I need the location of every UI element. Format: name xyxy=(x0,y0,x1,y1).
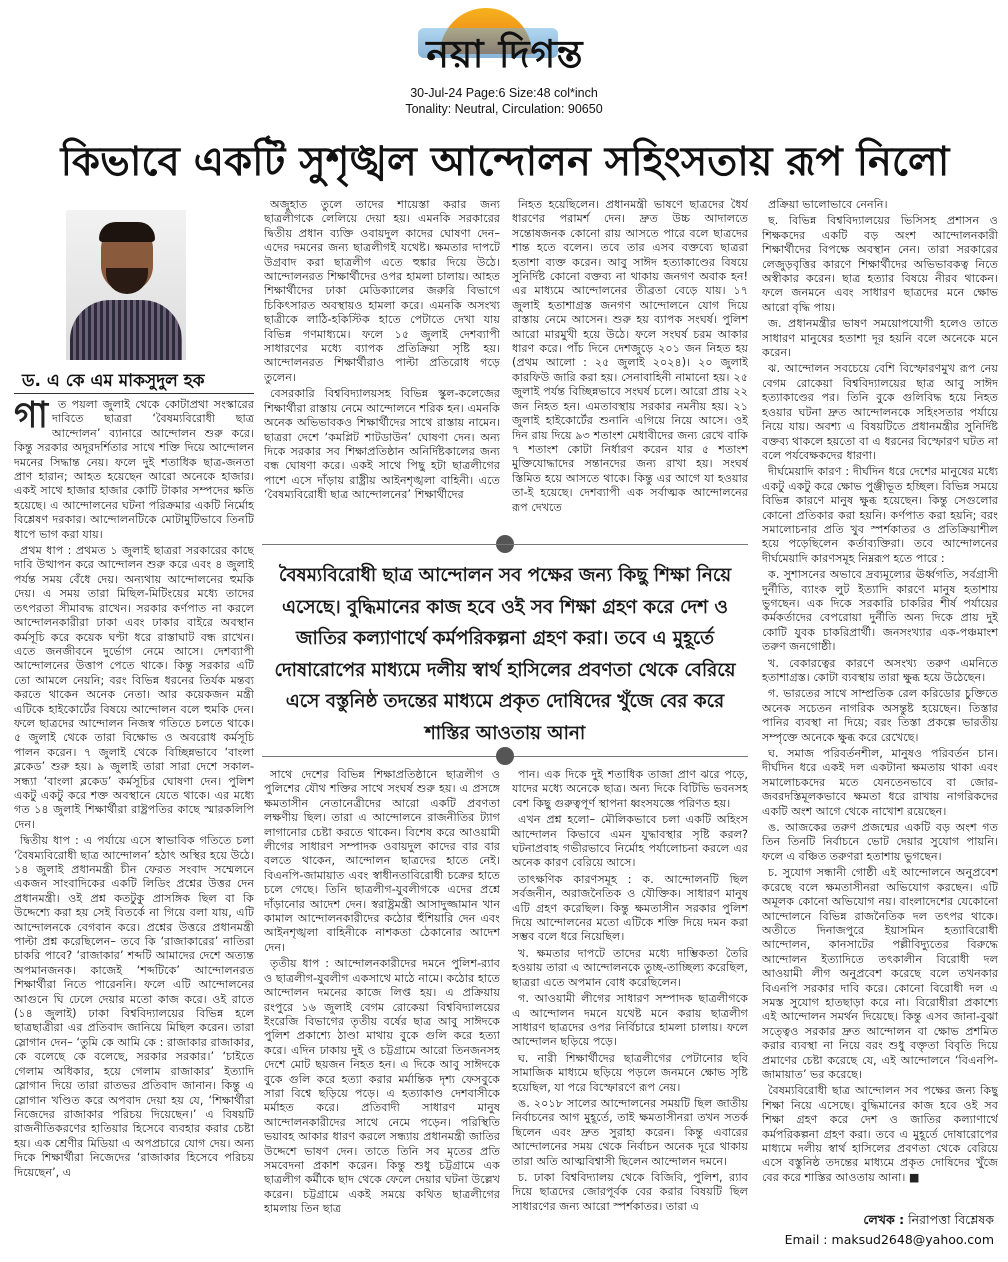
article-column-4 xyxy=(762,198,998,1204)
paragraph: এখন প্রশ্ন হলো– মৌলিকভাবে চলা একটি অহিংস আন্দোলন কিভাবে এমন যুদ্ধাবস্থার সৃষ্টি করল? ঘটনাপ্রবাহ গভীরভাবে নির্মোহ পর্যালোচনা করলে এর অনেক কারণ বেরিয়ে আসে। xyxy=(512,813,748,870)
paragraph: খ. বেকারত্বের কারণে অসংখ্য তরুণ এমনিতে হতাশাগ্রস্ত। কোটা ব্যবস্থায় তারা ক্ষুব্ধ হয়ে উঠেছেন। xyxy=(762,656,998,684)
paragraph: দীর্ঘমেয়াদি কারণ : দীর্ঘদিন ধরে দেশের মানুষের মধ্যে একটু একটু করে ক্ষোভ পুঞ্জীভূত হচ্ছিল। বিভিন্ন সময়ে বিভিন্ন কারণে মানুষ ক্ষুব্ধ হয়েছেন। কিন্তু সেগুলোর কোনো প্রতিকার করা হয়নি। কর্ণপাত করা হয়নি; বরং সমালোচনার প্রতি খুব স্পর্শকাতর ও প্রতিক্রিয়াশীল হয়ে পড়েছিলেন কর্তাব্যক্তিরা। তবে আন্দোলনের দীর্ঘমেয়াদি কারণসমূহ নিম্নরূপ হতে পারে : xyxy=(762,465,998,565)
paragraph: বৈষম্যবিরোধী ছাত্র আন্দোলন সব পক্ষের জন্য কিছু শিক্ষা নিয়ে এসেছে। বুদ্ধিমানের কাজ হবে ওই সব শিক্ষা গ্রহণ করে দেশ ও জাতির কল্যাণার্থে কর্মপরিকল্পনা গ্রহণ করা। তবে এ মুহূর্তে দোষারোপের মাধ্যমে দলীয় স্বার্থ হাসিলের প্রবণতা থেকে বেরিয়ে এসে বস্তুনিষ্ঠ তদন্তের মাধ্যমে প্রকৃত দোষিদের খুঁজে বের করে শাস্তির আওতায় আনা। ■ xyxy=(762,1084,998,1184)
byline-label: লেখক : xyxy=(863,1212,905,1227)
paragraph: ঝ. আন্দোলন সবচেয়ে বেশি বিস্ফোরণমুখ রূপ নেয় বেগম রোকেয়া বিশ্ববিদ্যালয়ের ছাত্র আবু সাঈদ হত্যাকাণ্ডের পর। তিনি বুকে গুলিবিদ্ধ হয়ে নিহত হওয়ার ঘটনা দ্রুত আন্দোলনকে সহিংসতার পর্যায়ে নিয়ে যায়। অবশ্য এ বিষয়টিতে প্রধানমন্ত্রীর সুনির্দিষ্ট বক্তব্য থাকলে হয়তো বা এ ধরনের বিস্ফোরণ ঘটত না বলে পর্যবেক্ষকদের ধারণা। xyxy=(762,362,998,462)
paragraph: বেসরকারি বিশ্ববিদ্যালয়সহ বিভিন্ন স্কুল-কলেজের শিক্ষার্থীরা রাস্তায় নেমে আন্দোলনে শরিক হন। এমনকি অনেক অভিভাবকও শিক্ষার্থীদের সাথে রাস্তায় নামেন। ছাত্ররা দেশে ‘কমপ্লিট শাটডাউন’ ঘোষণা দেন। অন্য দিকে সরকার সব শিক্ষাপ্রতিষ্ঠান অনির্দিষ্টকালের জন্য বন্ধ ঘোষণা করে। একই সাথে পিছু হটা ছাত্রলীগের পাশে এসে দাঁড়ায় রাষ্ট্রীয় আইনশৃঙ্খলা বাহিনী। এতে ‘বৈষম্যবিরোধী ছাত্র আন্দোলনের’ শিক্ষার্থীদের xyxy=(264,387,500,502)
article-headline: কিভাবে একটি সুশৃঙ্খল আন্দোলন সহিংসতায় রূপ নিলো xyxy=(60,138,950,185)
article-column-3-top xyxy=(512,198,748,536)
clip-meta-line2: Tonality: Neutral, Circulation: 90650 xyxy=(405,102,603,116)
paragraph: নিহত হয়েছিলেন। প্রধানমন্ত্রী ভাষণে ছাত্রদের ধৈর্য ধারণের পরামর্শ দেন। দ্রুত উচ্চ আদালতে সন্তোষজনক কোনো রায় আসতে পারে বলে ছাত্রদের শান্ত হতে বলেন। তবে তার এসব বক্তব্যে ছাত্ররা হতাশা ব্যক্ত করেন। আবু সাঈদ হত্যাকাণ্ডের বিষয়ে সুনির্দিষ্ট কোনো বক্তব্য না থাকায় জনগণ অবাক হন! এর মাধ্যমে আন্দোলনের তীব্রতা বেড়ে যায়। ১৭ জুলাই হতাশাগ্রস্ত জনগণ আন্দোলনে যোগ দিয়ে রাস্তায় নেমে আসেন। শুরু হয় ব্যাপক সংঘর্ষ। পুলিশ আরো মারমুখী হয়ে উঠে। ফলে সংঘর্ষ চরম আকার ধারণ করে। পাঁচ দিনে দেশজুড়ে ২০১ জন নিহত হয় (প্রথম আলো : ২৫ জুলাই ২০২৪)। ২০ জুলাই কারফিউ জারি করা হয়। সেনাবাহিনী নামানো হয়। ২৫ জুলাই পর্যন্ত বিচ্ছিন্নভাবে সংঘর্ষ চলে। আরো প্রায় ২২ জন নিহত হন। এমতাবস্থায় সরকার নমনীয় হয়। ২১ জুলাই হাইকোর্টের শুনানি এগিয়ে নিয়ে আসে। ওই দিন রায় দিয়ে ৯৩ শতাংশ মেধাবীদের জন্য রেখে বাকি ৭ শতাংশ কোটা নির্ধারণ করেন যার ৫ শতাংশ মুক্তিযোদ্ধাদের সন্তানদের জন্য রাখা হয়। সংঘর্ষ স্তিমিত হয়ে আসতে থাকে। কিন্তু এর আগে যা হওয়ার তা-ই হয়েছে। দেশব্যাপী এক সর্বাত্মক আন্দোলনের রূপ দেখতে xyxy=(512,198,748,514)
pull-quote: বৈষম্যবিরোধী ছাত্র আন্দোলন সব পক্ষের জন্য কিছু শিক্ষা নিয়ে এসেছে। বুদ্ধিমানের কাজ হবে ওই সব শিক্ষা গ্রহণ করে দেশ ও জাতির কল্যাণার্থে কর্মপরিকল্পনা গ্রহণ করা। তবে এ মুহূর্তে দোষারোপের মাধ্যমে দলীয় স্বার্থ হাসিলের প্রবণতা থেকে বেরিয়ে এসে বস্তুনিষ্ঠ তদন্তের মাধ্যমে প্রকৃত দোষিদের খুঁজে বের করে শাস্তির আওতায় আনা xyxy=(274,565,736,744)
paragraph: ত পয়লা জুলাই থেকে কোটাপ্রথা সংস্কারের দাবিতে ছাত্ররা ‘বৈষম্যবিরোধী ছাত্র আন্দোলন’ ব্যানারে আন্দোলন শুরু করে। কিন্তু সরকার অদূরদর্শিতার সাথে শক্তি দিয়ে আন্দোলন দমনের সিদ্ধান্ত নেয়। ফলে দুই শতাধিক ছাত্র-জনতা প্রাণ হারান; আহত হয়েছেন আরো অনেকে হাজার। একই সাথে হাজার হাজার কোটি টাকার সম্পদের ক্ষতি হয়েছে। এ আন্দোলনের ঘটনা পরিক্রমার একটি নির্মোহ বিশ্লেষণ দরকার। আন্দোলনটিকে মোটামুটিভাবে তিনটি ধাপে ভাগ করা যায়। xyxy=(14,398,254,541)
paragraph: দ্বিতীয় ধাপ : এ পর্যায়ে এসে স্বাভাবিক গতিতে চলা ‘বৈষম্যবিরোধী ছাত্র আন্দোলন’ হঠাৎ অস্থির হয়ে উঠে। ১৪ জুলাই প্রধানমন্ত্রী চীন ফেরত সংবাদ সম্মেলনে একজন সাংবাদিকের একটি লিডিং প্রশ্নের উত্তর দেন প্রধানমন্ত্রী। ওই প্রশ্ন কতটুকু প্রাসঙ্গিক ছিল বা কি উদ্দেশ্যে করা হয় সেই বিতর্কে না গিয়ে বলা যায়, এটি আন্দোলনকে বেগবান করে। প্রশ্নের উত্তরে প্রধানমন্ত্রী পাল্টা প্রশ্ন করেছিলেন– তবে কি ‘রাজাকারের’ নাতিরা চাকরি পাবে? ‘রাজাকার’ শব্দটি আমাদের দেশে অত্যন্ত অপমানজনক। কাজেই ‘শব্দটিকে’ আন্দোলনরত শিক্ষার্থীরা নিতে পারেননি। ফলে এটি আন্দোলনের আগুনে ঘি ঢেলে দেয়ার মতো কাজ করে। ওই রাতে (১৪ জুলাই) ঢাকা বিশ্ববিদ্যালয়ের বিভিন্ন হলে ছাত্রছাত্রীরা এর প্রতিবাদ জানিয়ে মিছিল করেন। তারা স্লোগান দেন– ‘তুমি কে আমি কে : রাজাকার রাজাকার, কে বলেছে কে বলেছে, সরকার সরকার।’ ‘চাইতে গেলাম অধিকার, হয়ে গেলাম রাজাকার’ ইত্যাদি স্লোগান দিয়ে তারা রাতভর প্রতিবাদ জানান। কিন্তু এ স্লোগান খণ্ডিত করে অপবাদ দেয়া হয় যে, ‘শিক্ষার্থীরা নিজেদের রাজাকার পরিচয় দিয়েছেন।’ এ বিষয়টি রাজনীতিকরণের হাতিয়ার হিসেবে ব্যবহার করার চেষ্টা হয়। এক শ্রেণীর মিডিয়া এ অপপ্রচারে যোগ দেয়। অন্য দিকে শিক্ষার্থীরা নিজেদের ‘রাজাকার হিসেবে পরিচয় দিয়েছেন’, এ xyxy=(14,834,254,1179)
paragraph: তৃতীয় ধাপ : আন্দোলনকারীদের দমনে পুলিশ-র‍্যাব ও ছাত্রলীগ-যুবলীগ একসাথে মাঠে নামে। কঠোর হাতে আন্দোলন দমনের কাজে লিপ্ত হয়। এ প্রক্রিয়ায় রংপুরে ১৬ জুলাই বেগম রোকেয়া বিশ্ববিদ্যালয়ের ইংরেজি বিভাগের তৃতীয় বর্ষের ছাত্র আবু সাঈদকে পুলিশ প্রকাশ্যে ঠাণ্ডা মাথায় বুকে গুলি করে হত্যা করে। এদিন ঢাকায় দুই ও চট্টগ্রামে আরো তিনজনসহ দেশে মোট ছয়জন নিহত হন। এ দিকে আবু সাঈদকে বুকে গুলি করে হত্যা করার মর্মান্তিক দৃশ্য ফেসবুকে সারা বিশ্বে ছড়িয়ে পড়ে। এ হত্যাকাণ্ড দেশবাসীকে মর্মাহত করে। প্রতিবাদী সাধারণ মানুষ আন্দোলনকারীদের সাথে নেমে পড়েন। পরিস্থিতি ভয়াবহ আকার ধারণ করলে সন্ধ্যায় প্রধানমন্ত্রী জাতির উদ্দেশে ভাষণ দেন। তাতে তিনি সব মৃতের প্রতি সমবেদনা প্রকাশ করেন। কিন্তু শুধু চট্টগ্রামে এক ছাত্রলীগ কর্মীকে ছাদ থেকে ফেলে দেয়ার ঘটনা উল্লেখ করেন। চট্টগ্রামে একই সময়ে কথিত ছাত্রলীগের হামলায় তিন ছাত্র xyxy=(264,957,500,1216)
clip-meta-line1: 30-Jul-24 Page:6 Size:48 col*inch xyxy=(410,86,598,100)
paragraph: প্রথম ধাপ : প্রথমত ১ জুলাই ছাত্ররা সরকারের কাছে দাবি উত্থাপন করে আন্দোলন শুরু করে এবং ৪ জুলাই পর্যন্ত সময় বেঁধে দেয়। অন্যথায় আন্দোলনের হুমকি দেয়। এ সময় তারা মিছিল-মিটিংয়ের মধ্যে তাদের তৎপরতা সীমাবদ্ধ রাখেন। সরকার কর্ণপাত না করলে আন্দোলনকারীরা ঢাকা এবং ঢাকার বাইরে অবস্থান কর্মসূচি করে কয়েক ঘণ্টা ধরে রাস্তাঘাট বন্ধ রাখেন। এতে জনজীবনে দুর্ভোগ নেমে আসে। দেশব্যাপী আন্দোলনের উত্তাপ পেতে থাকে। কিন্তু সরকার এটি তো আমলে নেয়নি; বরং বিভিন্ন ধরনের তির্যক মন্তব্য করতে থাকেন অনেক নেতা। আর কয়েকজন মন্ত্রী এটিকে হাইকোর্টের বিষয়ে আন্দোলন বলে হুমকি দেন। ফলে ছাত্রদের আন্দোলন নিজস্ব গতিতে চলতে থাকে। ৫ জুলাই থেকে তারা বিক্ষোভ ও অবরোধ কর্মসূচি পালন করেন। ৭ জুলাই থেকে বিচ্ছিন্নভাবে ‘বাংলা ব্লকেড’ শুরু হয়। ৯ জুলাই তারা সারা দেশে সকাল-সন্ধ্যা ‘বাংলা ব্লকেড’ কর্মসূচির ঘোষণা দেন। পুলিশ একটু একটু করে শক্ত অবস্থানে যেতে থাকে। এর মধ্যে গত ১৪ জুলাই শিক্ষার্থীরা রাষ্ট্রপতির কাছে স্মারকলিপি দেন। xyxy=(14,544,254,831)
drop-cap: গা xyxy=(14,398,49,436)
paragraph: খ. ক্ষমতার দাপটে তাদের মধ্যে দাম্ভিকতা তৈরি হওয়ায় তারা এ আন্দোলনকে তুচ্ছ-তাচ্ছিল্য করেছিল, ছাত্ররা এতে অপমান বোধ করেছিলেন। xyxy=(512,946,748,989)
paragraph: ঙ. ২০১৮ সালের আন্দোলনের সময়টি ছিল জাতীয় নির্বাচনের আগ মুহূর্তে, তাই ক্ষমতাসীনরা তখন সতর্ক ছিলেন এবং দ্রুত সুরাহা করেন। কিন্তু এবারের আন্দোলনের সময় থেকে নির্বাচন অনেক দূরে থাকায় তারা অতি আত্মবিশ্বাসী ছিলেন আন্দোলন দমনে। xyxy=(512,1096,748,1168)
paragraph: তাৎক্ষণিক কারণসমূহ : ক. আন্দোলনটি ছিল সর্বজনীন, অরাজনৈতিক ও যৌক্তিক। সাধারণ মানুষ এটি গ্রহণ করেছিল। কিন্তু ক্ষমতাসীন সরকার পুলিশ দিয়ে আন্দোলনের মতো এটিকে শক্তি দিয়ে দমন করা সম্ভব বলে ধরে নিয়েছিল। xyxy=(512,872,748,944)
article-column-1 xyxy=(14,398,254,1254)
byline-text: নিরাপত্তা বিশ্লেষক xyxy=(908,1212,994,1227)
paragraph: পান। এক দিকে দুই শতাধিক তাজা প্রাণ ঝরে পড়ে, যাদের মধ্যে অনেকে ছাত্র। অন্য দিকে বিটিভি ভবনসহ বেশ কিছু গুরুত্বপূর্ণ স্থাপনা ধ্বংসযজ্ঞে পরিণত হয়। xyxy=(512,768,748,810)
author-email xyxy=(785,1232,994,1247)
author-photo xyxy=(66,210,186,360)
article-column-2-top xyxy=(264,198,500,536)
paragraph: প্রক্রিয়া ভালোভাবে নেননি। xyxy=(768,198,888,211)
newspaper-name: নয়া দিগন্ত xyxy=(426,31,584,76)
paragraph: গ. আওয়ামী লীগের সাধারণ সম্পাদক ছাত্রলীগকে এ আন্দোলন দমনে যথেষ্ট মনে করায় ছাত্রলীগ সাধারণ ছাত্রদের ওপর নির্বিচারে হামলা চালায়। ফলে আন্দোলন ছড়িয়ে পড়ে। xyxy=(512,992,748,1049)
author-name: ড. এ কে এম মাকসুদুল হক xyxy=(22,371,205,391)
paragraph: সাথে দেশের বিভিন্ন শিক্ষাপ্রতিষ্ঠানে ছাত্রলীগ ও পুলিশের যৌথ শক্তির সাথে সংঘর্ষ শুরু হয়। এ প্রসঙ্গে ক্ষমতাসীন নেতানেত্রীদের আরো একটি প্রবণতা লক্ষণীয় ছিল। তারা এ আন্দোলনে রাজনীতির ট্যাগ লাগানোর চেষ্টা করতে থাকেন। বিশেষ করে আওয়ামী লীগের সাধারণ সম্পাদক ওবায়দুল কাদের বার বার বলতে থাকেন, আন্দোলন ছাত্রদের হাতে নেই। বিএনপি-জামায়াত এবং স্বাধীনতাবিরোধী চক্রের হাতে চলে গেছে। তিনি ছাত্রলীগ-যুবলীগকে এদের প্রশ্নে দাঁড়ানোর আদেশ দেন। স্বরাষ্ট্রমন্ত্রী আসাদুজ্জামান খান কামাল আন্দোলনকারীদের কঠোর হুঁশিয়ারি দেন এবং আইনশৃঙ্খলা বাহিনীকে নাশকতা ঠেকানোর আদেশ দেন। xyxy=(264,768,500,954)
paragraph: ঘ. সমাজ পরিবর্তনশীল, মানুষও পরিবর্তন চান। দীর্ঘদিন ধরে একই দল একটানা ক্ষমতায় থাকা এবং সমালোচকদের মতে যেনতেনভাবে বা জোর-জবরদস্তিমূলকভাবে ক্ষমতা ধরে রাখায় নাগরিকদের একটি অংশ আগে থেকে নাখোশ রয়েছেন। xyxy=(762,747,998,818)
paragraph: চ. সুযোগ সন্ধানী গোষ্ঠী এই আন্দোলনে অনুপ্রবেশ করেছে বলে ক্ষমতাসীনরা অভিযোগ করছেন। এটি অমূলক কোনো অভিযোগ নয়। বাংলাদেশের যেকোনো আন্দোলনে বিভিন্ন রাজনৈতিক দল তৎপর থাকে। অতীতে দিনাজপুরে ইয়াসমিন হত্যাবিরোধী আন্দোলন, কানসাটের পল্লীবিদ্যুতের বিরুদ্ধে আন্দোলন ইত্যাদিতে তৎকালীন বিরোধী দল আওয়ামী লীগ অনুপ্রবেশ করেছে বলে তখনকার বিএনপি সরকার দাবি করে। কোনো বিরোধী দল এ সমস্ত সুযোগ হাতছাড়া করে না। বিরোধীরা প্রকাশ্যে এই আন্দোলন সমর্থন দিয়েছে। কিন্তু এসব জানা-বুঝা সত্ত্বেও সরকার দ্রুত আন্দোলন বা ক্ষোভ প্রশমিত করার ব্যবস্থা না নিয়ে বরং শুধু বক্তৃতা বিবৃতি দিয়ে প্রমাণের চেষ্টা করেছে যে, এই আন্দোলনে ‘বিএনপি-জামায়াত’ ভর করেছে। xyxy=(762,866,998,1081)
author-byline xyxy=(863,1212,994,1232)
paragraph: ক. সুশাসনের অভাবে দ্রব্যমূল্যের ঊর্ধ্বগতি, সর্বগ্রাসী দুর্নীতি, ব্যাংক লুট ইত্যাদি কারণে মানুষ হতাশায় ভুগছেন। এক দিকে সরকারি চাকরির শীর্ষ পর্যায়ের কর্মকর্তাদের বেপরোয়া দুর্নীতি অন্য দিকে প্রায় দুই কোটি যুবক চাকরিপ্রার্থী। জনসংখ্যার এক-পঞ্চমাংশ তরুণ জনগোষ্ঠী। xyxy=(762,568,998,654)
paragraph: ঙ. আজকের তরুণ প্রজন্মের একটি বড় অংশ গত তিন তিনটি নির্বাচনে ভোট দেয়ার সুযোগ পায়নি। ফলে এ বঞ্চিত তরুণরা হতাশায় ভুগছেন। xyxy=(762,821,998,863)
article-column-2-bottom xyxy=(264,768,500,1254)
paragraph: গ. ভারতের সাথে সাম্প্রতিক রেল করিডোর চুক্তিতে অনেক সচেতন নাগরিক অসন্তুষ্ট হয়েছেন। তিস্তার পানির ব্যবস্থা না দিয়ে; বরং তিস্তা প্রকল্পে ভারতীয় সম্পৃক্তে অনেকে ক্ষুব্ধ করে রেখেছে। xyxy=(762,687,998,744)
paragraph: চ. ঢাকা বিশ্ববিদ্যালয় থেকে বিজিবি, পুলিশ, র‍্যাব দিয়ে ছাত্রদের জোরপূর্বক বের করার বিষয়টি ছিল সাধারণের জন্য আরো স্পর্শকাতর। তারা এ xyxy=(512,1170,748,1213)
pullquote-top-rule xyxy=(262,544,748,545)
pullquote-bottom-dot-icon xyxy=(496,747,514,765)
email-label: Email : xyxy=(784,1232,828,1247)
newspaper-masthead xyxy=(340,8,670,78)
article-column-3-bottom xyxy=(512,768,748,1254)
paragraph: অজুহাত তুলে তাদের শায়েস্তা করার জন্য ছাত্রলীগকে লেলিয়ে দেয়া হয়। এমনকি সরকারের দ্বিতীয় প্রধান ব্যক্তি ওবায়দুল কাদের ঘোষণা দেন– এদের দমনের জন্য ছাত্রলীগই যথেষ্ট। ক্ষমতার দাপটে উগ্রবাদ করা ছাত্রলীগ এতে হুঙ্কার দিয়ে উঠে। আন্দোলনরত শিক্ষার্থীদের ওপর হামলা চালায়। আহত শিক্ষার্থীদের ঢাকা মেডিক্যালের জরুরি বিভাগে চিকিৎসারত অবস্থায়ও হামলা করে। এমনকি অসংখ্য ছাত্রীকে লাঠি-হকিস্টিক হাতে পেটাতে দেখা যায় বিভিন্ন গণমাধ্যমে। ফলে ১৫ জুলাই দেশব্যাপী সাধারণের মধ্যে ব্যাপক প্রতিক্রিয়া সৃষ্টি হয়। আন্দোলনরত শিক্ষার্থীরাও পাল্টা প্রতিরোধ গড়ে তুলেন। xyxy=(264,198,500,384)
author-divider xyxy=(14,393,254,394)
paragraph: ঘ. নারী শিক্ষার্থীদের ছাত্রলীগের পেটানোর ছবি সামাজিক মাধ্যমে ছড়িয়ে পড়লে জনমনে ক্ষোভ সৃষ্টি হয়েছিল, যা পরে বিস্ফোরণে রূপ নেয়। xyxy=(512,1051,748,1094)
email-address[interactable]: maksud2648@yahoo.com xyxy=(831,1232,994,1247)
paragraph: ছ. বিভিন্ন বিশ্ববিদ্যালয়ের ভিসিসহ প্রশাসন ও শিক্ষকদের একটি বড় অংশ আন্দোলনকারী শিক্ষার্থীদের বিপক্ষে অবস্থান নেন। তারা সরকারের লেজুড়বৃত্তির কারণে শিক্ষার্থীদের অভিভাবকত্ব নিতে অস্বীকার করেন। ছাত্র হত্যার বিষয়ে নীরব থাকেন। ফলে জনমনে এবং সাধারণ ছাত্রদের মনে ক্ষোভ আরো বৃদ্ধি পায়। xyxy=(762,214,998,314)
paragraph: জ. প্রধানমন্ত্রীর ভাষণ সময়োপযোগী হলেও তাতে সাধারণ মানুষের হতাশা দূর হয়নি বলে অনেকে মনে করেন। xyxy=(762,317,998,360)
